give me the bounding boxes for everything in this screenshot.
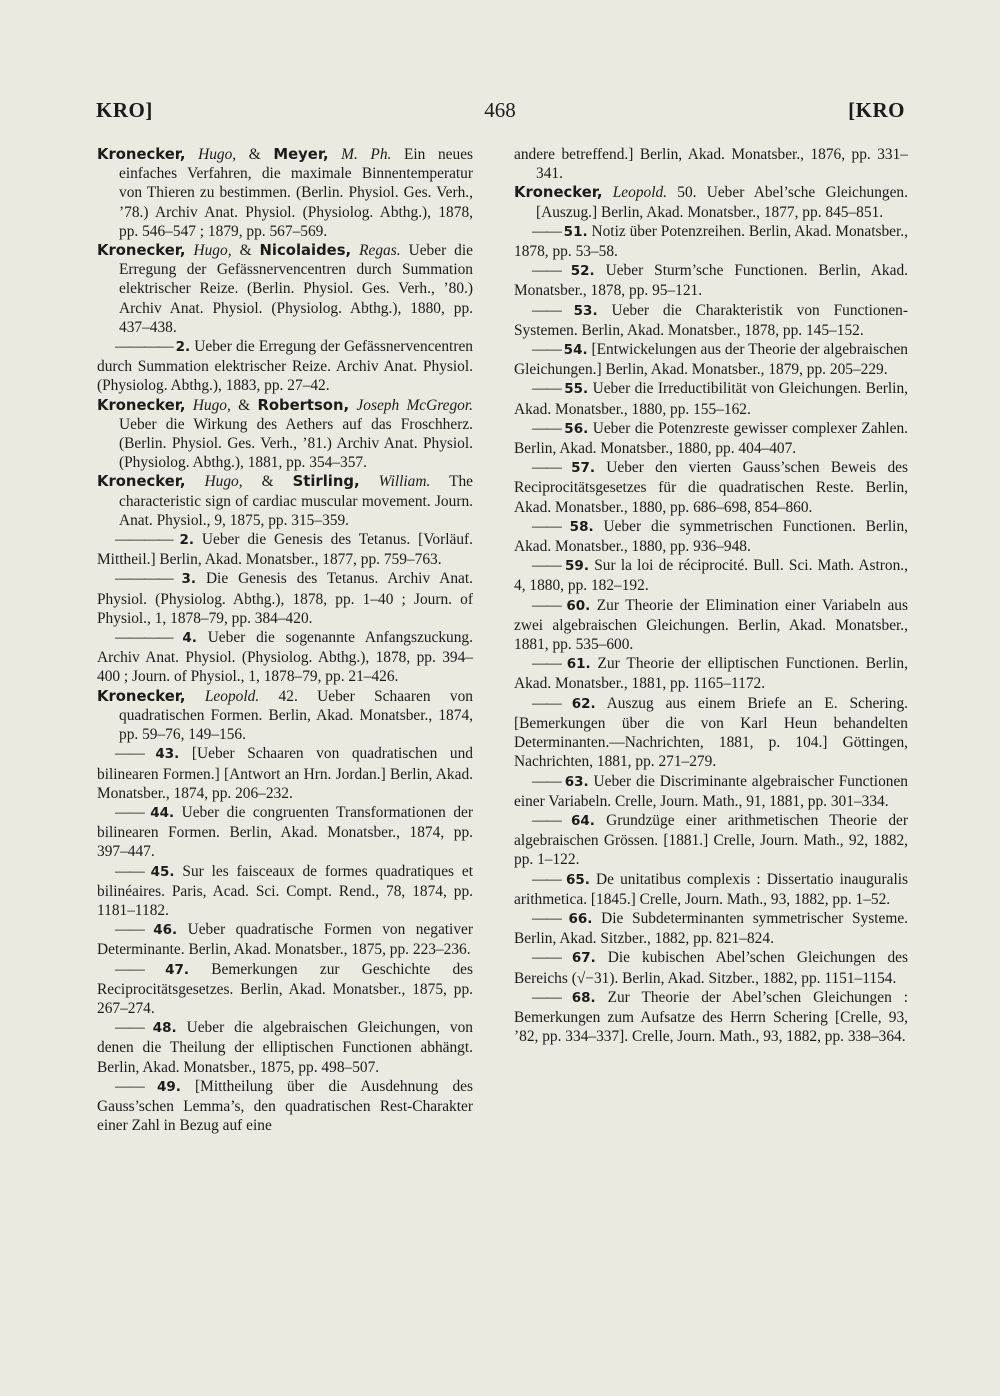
coauthor-surname: Nicolaides, [259, 242, 352, 260]
entry-number: 52. [570, 263, 595, 280]
numbered-entry [97, 1077, 473, 1136]
entry-text: andere betreffend.] Berlin, Akad. Monatsber., 1876, pp. 331–341. [514, 146, 908, 183]
author-entry [97, 472, 473, 530]
ditto-dash: ———— [115, 629, 183, 647]
entry-text: 42. Ueber Schaaren von quadratischen Formen. Berlin, Akad. Monatsber., 1874, pp. 59–76, 149–156. [119, 687, 473, 744]
ditto-dash: ———— [115, 338, 176, 356]
numbered-entry [514, 222, 908, 261]
entry-number: 4. [182, 630, 197, 647]
running-header [0, 98, 1000, 128]
entry-text: Ueber die Erregung der Gefässnervencentren durch Summation elektrischer Reize. Archiv Anat. Physiol. (Physiolog. Abthg.), 1883, pp. 27–42. [97, 338, 473, 395]
numbered-entry [514, 261, 908, 300]
ditto-dash: —— [532, 909, 569, 927]
ditto-dash: —— [115, 1019, 153, 1037]
entry-number: 3. [181, 571, 197, 588]
numbered-entry [514, 379, 908, 418]
ditto-dash: —— [115, 803, 151, 821]
ditto-dash: —— [115, 862, 151, 880]
author-entry [97, 687, 473, 745]
ditto-dash: —— [532, 988, 572, 1006]
numbered-entry [97, 803, 473, 862]
numbered-entry [514, 654, 908, 693]
entry-text: Ueber die Discriminante algebraischer Functionen einer Variabeln. Crelle, Journ. Math., 91, 1881, pp. 301–334. [514, 772, 908, 810]
ampersand: & [248, 146, 261, 163]
entry-number: 46. [153, 922, 178, 939]
entry-text: Ueber die Genesis des Tetanus. [Vorläuf. Mittheil.] Berlin, Akad. Monatsber., 1877, pp. 759–763. [97, 531, 473, 569]
coauthor-surname: Meyer, [273, 146, 329, 163]
ditto-dash: —— [532, 380, 565, 398]
entry-number: 57. [571, 460, 595, 477]
author-surname: Kronecker, [97, 396, 186, 414]
entry-number: 48. [152, 1020, 177, 1037]
entry-text: Ueber die symmetrischen Functionen. Berlin, Akad. Monatsber., 1880, pp. 936–948. [514, 517, 908, 556]
entry-text: Ueber die sogenannte Anfangszuckung. Archiv Anat. Physiol. (Physiolog. Abthg.), 1878, pp. 394–400 ; Journ. of Physiol., 1, 1878–79, pp. 21–426. [97, 629, 473, 686]
ditto-dash: —— [532, 596, 567, 614]
entry-number: 62. [571, 695, 596, 712]
entry-number: 68. [571, 989, 596, 1006]
coauthor-given-name: William. [378, 473, 431, 491]
entry-text: The characteristic sign of cardiac muscular movement. Journ. Anat. Physiol., 9, 1875, pp. 315–359. [119, 473, 474, 529]
ditto-dash: —— [532, 301, 574, 319]
numbered-entry [514, 870, 908, 909]
author-given-name: Leopold. [204, 687, 260, 705]
author-entry [514, 183, 908, 221]
entry-number: 58. [569, 518, 594, 535]
ditto-dash: —— [532, 419, 565, 437]
entry-text: Ueber die Irreductibilität von Gleichungen. Berlin, Akad. Monatsber., 1880, pp. 155–162. [514, 380, 908, 418]
ditto-dash: —— [532, 517, 570, 535]
entry-number: 55. [564, 381, 589, 398]
ditto-dash: —— [115, 921, 154, 939]
coauthor-given-name: M. Ph. [341, 146, 392, 163]
right-column [514, 145, 908, 1046]
ditto-dash: —— [532, 870, 566, 888]
author-surname: Kronecker, [97, 242, 186, 260]
numbered-entry [97, 960, 473, 1019]
author-entry [97, 241, 473, 337]
ditto-dash: ———— [115, 531, 180, 549]
entry-number: 43. [155, 746, 180, 763]
entry-number: 56. [564, 420, 589, 437]
numbered-entry [514, 419, 908, 458]
entry-text: Die kubischen Abel’schen Gleichungen des Bereichs (√−31). Berlin, Akad. Sitzber., 1882, pp. 1151–1154. [514, 949, 908, 987]
entry-number: 49. [156, 1078, 181, 1095]
author-given-name: Hugo, [198, 146, 237, 163]
entry-text: Die Subdeterminanten symmetrischer Systeme. Berlin, Akad. Sitzber., 1882, pp. 821–824. [514, 909, 908, 948]
entry-text: Sur la loi de réciprocité. Bull. Sci. Math. Astron., 4, 1880, pp. 182–192. [514, 557, 908, 595]
ditto-dash: —— [115, 745, 156, 763]
numbered-entry [97, 628, 473, 687]
numbered-entry [514, 596, 908, 655]
coauthor-given-name: Regas. [359, 242, 401, 260]
author-surname: Kronecker, [514, 184, 603, 202]
numbered-entry [514, 301, 908, 340]
entry-text: Ein neues einfaches Verfahren, die maximale Binnentemperatur von Thieren zu bestimmen. (Berlin. Physiol. Ges. Verh., ’78.) Archiv Anat. Physiol. (Physiolog. Abthg.), 1878, pp. 546–547 ; 1879, pp. 567–569. [119, 146, 474, 240]
coauthor-surname: Robertson, [257, 396, 350, 414]
numbered-entry [97, 530, 473, 569]
author-given-name: Hugo, [193, 242, 232, 260]
entry-text: 50. Ueber Abel’sche Gleichungen. [Auszug.] Berlin, Akad. Monatsber., 1877, pp. 845–851. [536, 184, 908, 221]
ditto-dash: ———— [115, 570, 182, 588]
entry-number: 63. [564, 773, 589, 790]
entry-text: [Mittheilung über die Ausdehnung des Gauss’schen Lemma’s, den quadratischen Rest-Charakter einer Zahl in Bezug auf eine [97, 1077, 474, 1135]
entry-number: 51. [563, 223, 588, 240]
coauthor-surname: Stirling, [292, 473, 360, 491]
entry-number: 45. [150, 863, 175, 880]
author-given-name: Hugo, [192, 396, 231, 414]
numbered-entry [514, 988, 908, 1047]
entry-text: Die Genesis des Tetanus. Archiv Anat. Physiol. (Physiolog. Abthg.), 1878, pp. 1–40 ; Journ. of Physiol., 1, 1878–79, pp. 384–420. [97, 570, 473, 627]
author-given-name: Hugo, [204, 473, 243, 491]
entry-text: Sur les faisceaux de formes quadratiques et bilinéaires. Paris, Acad. Sci. Compt. Rend., 78, 1874, pp. 1181–1182. [97, 862, 473, 919]
numbered-entry [97, 744, 473, 803]
entry-number: 2. [179, 532, 194, 549]
numbered-entry [514, 458, 908, 517]
ditto-dash: —— [532, 655, 567, 673]
ditto-dash: —— [532, 557, 566, 575]
entry-text: [Ueber Schaaren von quadratischen und bilinearen Formen.] [Antwort an Hrn. Jordan.] Berlin, Akad. Monatsber., 1874, pp. 206–232. [97, 745, 473, 802]
ditto-dash: —— [115, 1077, 157, 1095]
entry-text: Bemerkungen zur Geschichte des Reciprocitätsgesetzes. Berlin, Akad. Monatsber., 1875, pp. 267–274. [97, 960, 473, 1017]
entry-text: De unitatibus complexis : Dissertatio inauguralis arithmetica. [1845.] Crelle, Journ. Math., 93, 1882, pp. 1–52. [514, 870, 908, 908]
left-column [97, 145, 473, 1135]
entry-number: 47. [165, 961, 189, 978]
entry-text: Ueber quadratische Formen von negativer Determinante. Berlin, Akad. Monatsber., 1875, pp. 223–236. [97, 921, 473, 959]
header-right: [KRO [848, 98, 905, 122]
numbered-entry [97, 337, 473, 396]
entry-text: Notiz über Potenzreihen. Berlin, Akad. Monatsber., 1878, pp. 53–58. [514, 222, 908, 261]
numbered-entry [514, 694, 908, 772]
entry-text: Ueber die Charakteristik von Functionen-Systemen. Berlin, Akad. Monatsber., 1878, pp. 145–152. [514, 301, 908, 339]
ditto-dash: —— [532, 262, 571, 280]
numbered-entry [514, 340, 908, 379]
entry-number: 67. [571, 950, 596, 967]
author-surname: Kronecker, [97, 473, 186, 491]
page-number: 468 [484, 98, 516, 122]
numbered-entry [514, 517, 908, 556]
header-left: KRO] [96, 98, 153, 122]
entry-text: Grundzüge einer arithmetischen Theorie der algebraischen Grössen. [1881.] Crelle, Journ. Math., 92, 1882, pp. 1–122. [514, 811, 908, 869]
author-surname: Kronecker, [97, 687, 186, 705]
numbered-entry [514, 556, 908, 595]
ditto-dash: —— [532, 459, 572, 477]
entry-number: 60. [566, 597, 591, 614]
ampersand: & [261, 473, 274, 491]
entry-text: [Entwickelungen aus der Theorie der algebraischen Gleichungen.] Berlin, Akad. Monatsber., 1879, pp. 205–229. [514, 341, 909, 379]
numbered-entry [514, 909, 908, 948]
entry-text: Ueber die congruenten Transformationen der bilinearen Formen. Berlin, Akad. Monatsber., 1874, pp. 397–447. [97, 803, 473, 861]
entry-text: Auszug aus einem Briefe an E. Schering. [Bemerkungen über die von Karl Heun behandelten Determinanten.—Nachrichten, 1881, p. 104.] Göttingen, Nachrichten, 1881, pp. 271–279. [514, 694, 909, 771]
entry-text: Zur Theorie der Abel’schen Gleichungen : Bemerkungen zum Aufsatze des Herrn Schering [Crelle, 93, ’82, pp. 334–337]. Crelle, Journ. Math., 93, 1882, pp. 338–364. [514, 988, 908, 1046]
ampersand: & [238, 396, 251, 414]
coauthor-given-name: Joseph McGregor. [356, 396, 473, 414]
entry-text: Ueber die Erregung der Gefässnervencentren durch Summation elektrischer Reize. (Berlin. Physiol. Ges. Verh., ’80.) Archiv Anat. Physiol. (Physiolog. Abthg.), 1880, pp. 437–438. [119, 242, 473, 336]
entry-text: Zur Theorie der Elimination einer Variabeln aus zwei algebraischen Gleichungen. Berlin, Akad. Monatsber., 1881, pp. 535–600. [514, 596, 908, 654]
numbered-entry [514, 772, 908, 811]
entry-text: Ueber die Potenzreste gewisser complexer Zahlen. Berlin, Akad. Monatsber., 1880, pp. 404–407. [514, 419, 908, 458]
ditto-dash: —— [532, 341, 564, 359]
entry-number: 44. [150, 804, 175, 821]
ditto-dash: —— [532, 694, 572, 712]
entry-text: Ueber den vierten Gauss’schen Beweis des Reciprocitätsgesetzes für die quadratischen Reste. Berlin, Akad. Monatsber., 1880, pp. 686–698, 854–860. [514, 459, 908, 516]
ditto-dash: —— [532, 222, 564, 240]
numbered-entry [514, 948, 908, 987]
ditto-dash: —— [532, 949, 572, 967]
entry-text: Ueber Sturm’sche Functionen. Berlin, Akad. Monatsber., 1878, pp. 95–121. [514, 262, 908, 300]
numbered-entry [514, 811, 908, 870]
author-given-name: Leopold. [612, 184, 668, 202]
author-entry [97, 145, 473, 241]
entry-number: 53. [573, 302, 598, 319]
numbered-entry [97, 569, 473, 628]
author-entry [97, 396, 473, 473]
numbered-entry [97, 862, 473, 921]
numbered-entry [97, 920, 473, 959]
continued-entry [514, 145, 908, 183]
entry-text: Zur Theorie der elliptischen Functionen. Berlin, Akad. Monatsber., 1881, pp. 1165–1172. [514, 655, 908, 693]
entry-number: 59. [565, 558, 589, 575]
entry-number: 54. [563, 342, 588, 359]
entry-text: Ueber die algebraischen Gleichungen, von denen die Theilung der elliptischen Functionen abhängt. Berlin, Akad. Monatsber., 1875, pp. 498–507. [97, 1019, 473, 1076]
entry-number: 66. [568, 910, 593, 927]
ditto-dash: —— [115, 960, 166, 978]
entry-number: 65. [565, 871, 590, 888]
entry-number: 2. [175, 339, 191, 356]
entry-number: 64. [571, 812, 595, 829]
ditto-dash: —— [532, 772, 565, 790]
author-surname: Kronecker, [97, 146, 186, 163]
ditto-dash: —— [532, 811, 571, 829]
entry-text: Ueber die Wirkung des Aethers auf das Froschherz. (Berlin. Physiol. Ges. Verh., ’81.) Archiv Anat. Physiol. (Physiolog. Abthg.), 1881, pp. 354–357. [119, 415, 473, 472]
entry-number: 61. [566, 656, 591, 673]
numbered-entry [97, 1018, 473, 1077]
ampersand: & [239, 242, 252, 260]
